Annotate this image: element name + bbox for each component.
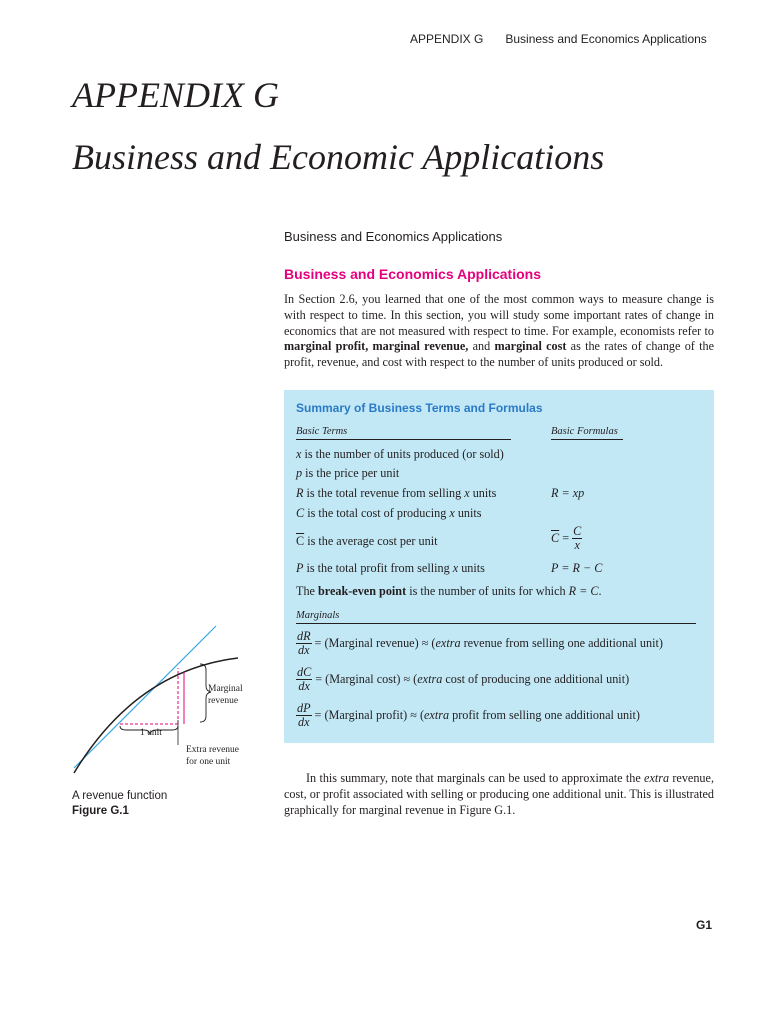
chapter-title: Business and Economic Applications — [72, 137, 605, 177]
intro-text-2: and — [468, 339, 495, 354]
marginal-cost-text — [315, 672, 629, 686]
break-even-pre: The — [296, 584, 318, 598]
break-even-equation: R = C — [568, 584, 599, 598]
marginal-profit-row — [296, 702, 640, 729]
marginal-cost-extra: extra — [417, 672, 443, 686]
figure-label-extra-1: Extra revenue — [186, 745, 240, 755]
intro-bold-1: marginal profit, marginal revenue, — [284, 339, 469, 354]
break-even-definition — [296, 584, 602, 599]
term-cbar-text: is the average cost per unit — [304, 534, 438, 548]
marginal-profit-post: profit from selling one additional unit) — [449, 708, 640, 722]
marginal-cost-num: dC — [297, 665, 312, 679]
summary-title: Summary of Business Terms and Formulas — [296, 401, 543, 415]
break-even-bold: break-even point — [318, 584, 407, 598]
marginal-revenue-fraction — [296, 630, 312, 657]
marginal-cost-row — [296, 666, 629, 693]
running-head — [410, 32, 707, 46]
term-c — [296, 506, 482, 521]
appendix-title: APPENDIX G — [72, 75, 279, 115]
marginal-profit-num: dP — [297, 701, 311, 715]
marginal-revenue-pre: = (Marginal revenue) ≈ ( — [314, 636, 436, 650]
marginal-profit-fraction — [296, 702, 312, 729]
marginal-revenue-extra: extra — [435, 636, 461, 650]
marginal-cost-pre: = (Marginal cost) ≈ ( — [315, 672, 418, 686]
figure-label-marginal: Marginal — [208, 684, 243, 694]
marginal-revenue-den: dx — [298, 643, 310, 657]
term-profit — [296, 561, 485, 576]
term-pp-units: units — [458, 561, 485, 575]
intro-text-1: In Section 2.6, you learned that one of the most common ways to measure change is with respect to time. In this section, you will study some important rates of change in economics that are not measured with respect to time. For example, economists refer to — [284, 292, 714, 338]
term-p — [296, 466, 399, 481]
break-even-end: . — [598, 584, 602, 598]
term-pp-text: is the total profit from selling — [303, 561, 453, 575]
marginals-header: Marginals — [296, 610, 696, 624]
term-x-var: x — [296, 447, 302, 461]
term-r-var: R — [296, 486, 304, 500]
marginal-profit-pre: = (Marginal profit) ≈ ( — [314, 708, 425, 722]
intro-text-3: as the rates of change of the profit, revenue, and cost with respect to the number of units produced or sold. — [284, 339, 714, 370]
formula-avg-cost — [551, 525, 582, 552]
term-r-units: units — [469, 486, 497, 500]
term-r-text: is the total revenue from selling — [303, 486, 465, 500]
closing-pre: In this summary, note that marginals can be used to approximate the — [306, 771, 645, 785]
marginal-cost-fraction — [296, 666, 312, 693]
term-pp-x: x — [452, 561, 459, 575]
running-head-appendix: APPENDIX G — [410, 32, 484, 46]
formula-avg-cost-den: x — [574, 538, 580, 552]
basic-terms-header: Basic Terms — [296, 426, 511, 440]
term-x — [296, 447, 504, 462]
figure-label-revenue: revenue — [208, 696, 239, 706]
marginal-profit-text — [315, 708, 640, 722]
revenue-curve — [74, 658, 238, 773]
term-cbar-var: $\overline{C}$ — [296, 534, 305, 548]
formula-avg-cost-lhs: $\overline{C}$ — [551, 531, 560, 545]
marginal-revenue-row — [296, 630, 663, 657]
marginal-revenue-text — [315, 636, 663, 650]
marginal-cost-post: cost of producing one additional unit) — [442, 672, 630, 686]
figure-caption-text: A revenue function — [72, 790, 168, 802]
term-c-x: x — [449, 506, 455, 520]
figure-caption-label: Figure G.1 — [72, 805, 129, 817]
term-c-units: units — [454, 506, 482, 520]
term-p-text: is the price per unit — [302, 466, 400, 480]
page-number: G1 — [696, 918, 713, 932]
summary-box — [284, 390, 714, 743]
intro-bold-2: marginal cost — [494, 339, 567, 354]
figure-label-unit: 1 unit — [140, 728, 162, 738]
marginal-cost-den: dx — [298, 679, 310, 693]
term-c-text: is the total cost of producing — [304, 506, 450, 520]
marginal-revenue-post: revenue from selling one additional unit) — [460, 636, 663, 650]
formula-avg-cost-num: C — [573, 524, 582, 538]
formula-avg-cost-eq: = — [559, 531, 573, 545]
term-avg-cost — [296, 534, 437, 549]
marginal-profit-extra: extra — [424, 708, 450, 722]
term-p-var: p — [296, 466, 303, 480]
formula-revenue: R = xp — [551, 486, 585, 500]
intro-paragraph — [284, 292, 714, 371]
term-r-x: x — [464, 486, 470, 500]
closing-paragraph — [284, 771, 714, 818]
formula-avg-cost-fraction — [572, 525, 582, 552]
term-c-var: C — [296, 506, 305, 520]
break-even-post: is the number of units for which — [406, 584, 569, 598]
basic-formulas-header: Basic Formulas — [551, 426, 623, 440]
formula-profit: P = R − C — [551, 561, 603, 575]
section-label: Business and Economics Applications — [284, 229, 503, 244]
closing-post: revenue, cost, or profit associated with selling or producing one additional unit. This is illustrated graphically for marginal revenue in Figure G.1. — [284, 771, 714, 817]
closing-extra: extra — [644, 771, 670, 785]
figure-label-extra-2: for one unit — [186, 757, 231, 767]
running-head-title: Business and Economics Applications — [505, 32, 707, 46]
term-pp-var: P — [296, 561, 304, 575]
marginal-revenue-num: dR — [297, 629, 311, 643]
marginal-profit-den: dx — [298, 715, 310, 729]
term-r — [296, 486, 496, 501]
revenue-function-figure — [66, 620, 276, 790]
term-x-text: is the number of units produced (or sold) — [301, 447, 504, 461]
section-heading: Business and Economics Applications — [284, 266, 541, 282]
